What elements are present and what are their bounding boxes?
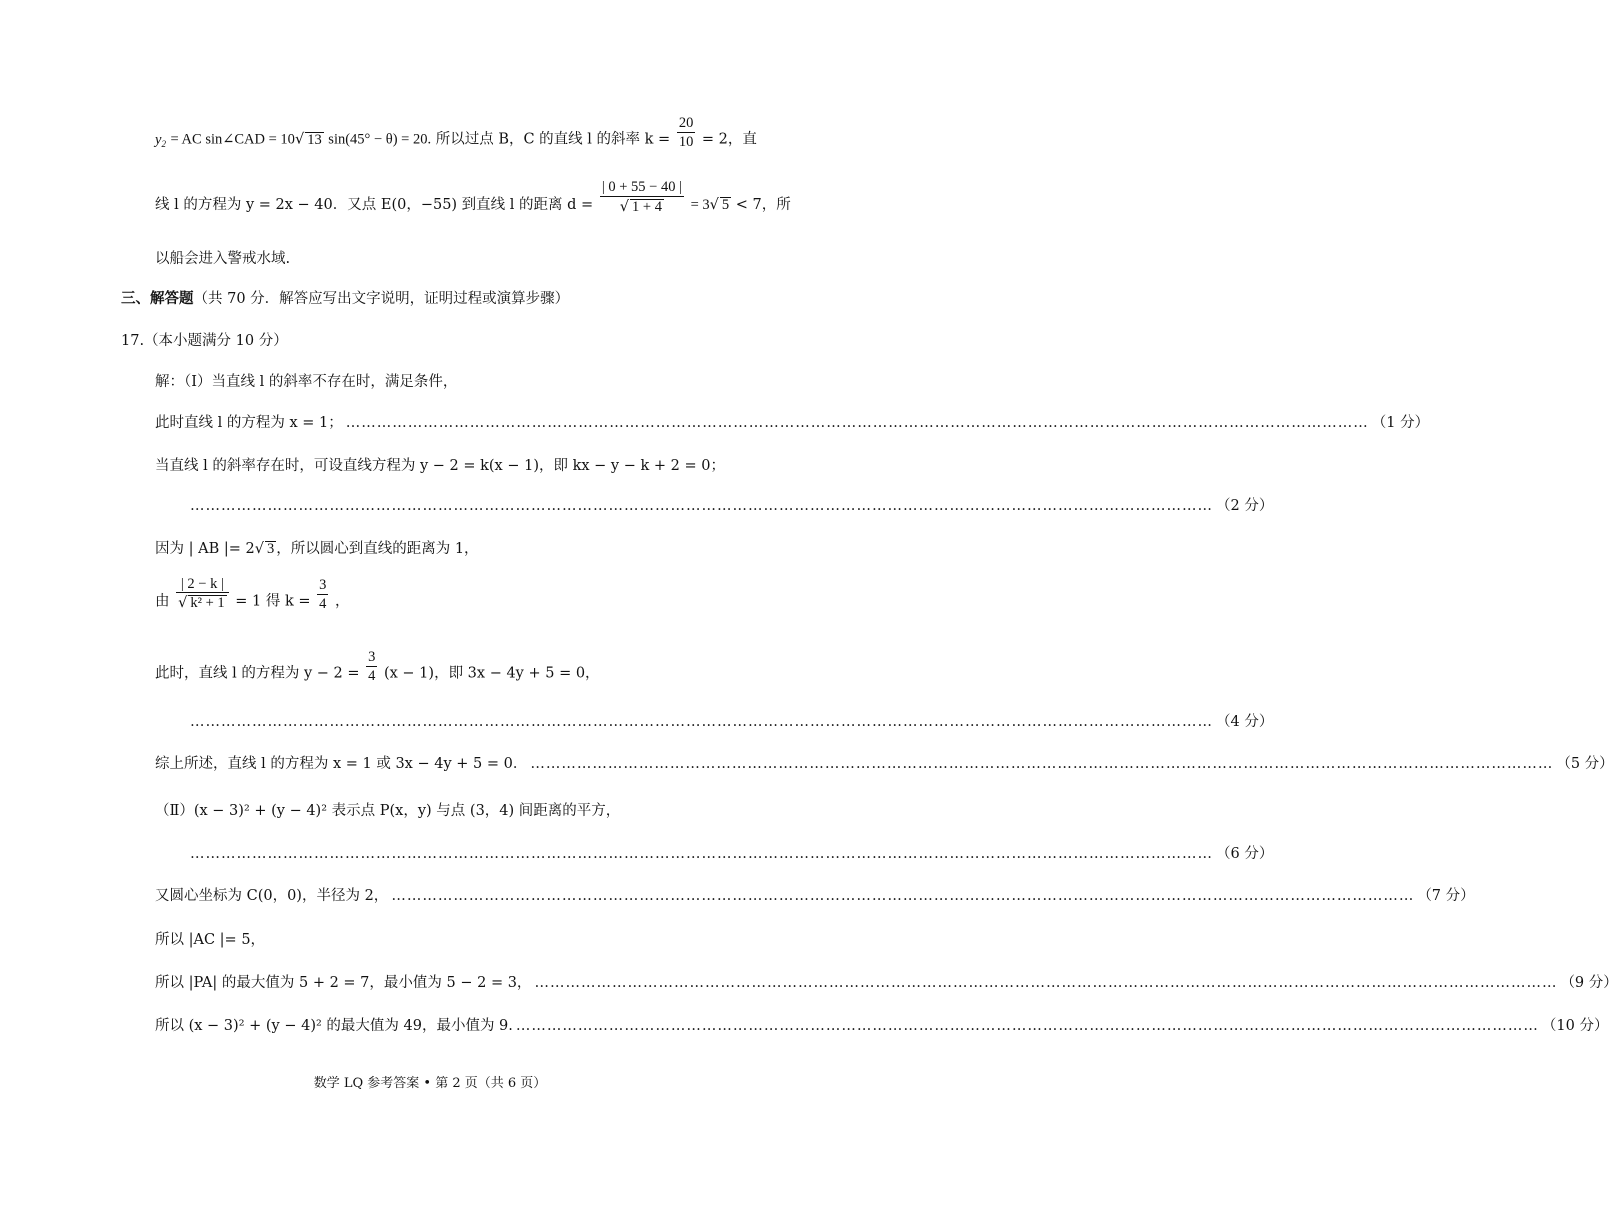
leader-dots: ……………………………………………………………………………………………………………………………………………………………………………… xyxy=(345,415,1369,431)
distance-tail: < 7，所 xyxy=(735,197,791,213)
step-6: 由 $\frac{| 2 - k |}{\text{√ k² + 1}}$ = 1 得 k = $\frac{3}{4}$ ， xyxy=(155,575,350,612)
step-14: 所以 |PA| 的最大值为 5 + 2 = 7，最小值为 5 − 2 = 3， ……………………………………………………………………………………………………………………………………………………………………………… （9 分） xyxy=(155,975,1618,991)
sqrt-3: 3 xyxy=(266,541,275,557)
three-quarters-fraction: $\frac{3}{4}$ xyxy=(368,649,376,684)
slope-tail: = 2，直 xyxy=(701,131,757,148)
solution-line-1: $y_2$ = AC sin∠CAD = 10√ 13 sin(45° − θ) = 20. 所以过点 B，C 的直线 l 的斜率 k = $\frac{20}{10}$ = 2，直 xyxy=(155,115,757,150)
step-15: 所以 (x − 3)² + (y − 4)² 的最大值为 49，最小值为 9. ……………………………………………………………………………………………………………………………………………………………………………… （10 分） xyxy=(155,1018,1609,1034)
leader-dots: ……………………………………………………………………………………………………………………………………………………………………………… xyxy=(530,756,1554,772)
question-17-heading: 17.（本小题满分 10 分） xyxy=(121,333,288,349)
score-2: （2 分） xyxy=(1216,498,1274,514)
step-7: 此时，直线 l 的方程为 y − 2 = $\frac{3}{4}$ (x − 1)，即 3x − 4y + 5 = 0， xyxy=(155,649,600,684)
y2-symbol: $y_2$ xyxy=(155,131,166,149)
score-5: （5 分） xyxy=(1556,756,1614,772)
step-9: 综上所述，直线 l 的方程为 x = 1 或 3x − 4y + 5 = 0． ……………………………………………………………………………………………………………………………………………………………………………… （5 分） xyxy=(155,756,1614,772)
step-11 xyxy=(190,846,1274,862)
expr-ac-sin: = AC sin∠CAD = 10 xyxy=(170,131,295,148)
page-footer: 数学 LQ 参考答案 • 第 2 页（共 6 页） xyxy=(313,1076,547,1091)
section-3-heading: 三、解答题（共 70 分．解答应写出文字说明，证明过程或演算步骤） xyxy=(121,290,570,307)
solution-line-2: 线 l 的方程为 y = 2x − 40．又点 E(0，−55) 到直线 l 的距离 d = $\frac{| 0 + 55 - 40 |}{√ 1 + 4}$ = 3√ 5 < 7，所 xyxy=(155,179,791,215)
step-10: （Ⅱ）(x − 3)² + (y − 4)² 表示点 P(x，y) 与点 (3，4) 间距离的平方， xyxy=(155,803,621,819)
leader-dots: ……………………………………………………………………………………………………………………………………………………………………………… xyxy=(534,975,1558,991)
k-value-fraction: $\frac{3}{4}$ xyxy=(319,577,327,612)
score-4: （4 分） xyxy=(1216,714,1274,730)
slope-text: 所以过点 B，C 的直线 l 的斜率 k = xyxy=(435,131,671,148)
fraction-20-10: $\frac{20}{10}$ xyxy=(678,115,694,150)
step-3: 当直线 l 的斜率存在时，可设直线方程为 y − 2 = k(x − 1)，即 kx − y − k + 2 = 0； xyxy=(155,458,725,474)
step-1: 解：（Ⅰ）当直线 l 的斜率不存在时，满足条件， xyxy=(155,374,458,390)
step-2: 此时直线 l 的方程为 x = 1； ……………………………………………………………………………………………………………………………………………………………………………… （1 分） xyxy=(155,415,1430,431)
leader-dots: ……………………………………………………………………………………………………………………………………………………………………………… xyxy=(190,714,1213,730)
score-10: （10 分） xyxy=(1541,1018,1609,1034)
step-8 xyxy=(190,714,1274,730)
expr-sin45: sin(45° − θ) = 20. xyxy=(328,131,432,148)
score-1: （1 分） xyxy=(1371,415,1430,431)
score-7: （7 分） xyxy=(1417,888,1475,904)
solution-line-3: 以船会进入警戒水域. xyxy=(155,251,291,267)
leader-dots: ……………………………………………………………………………………………………………………………………………………………………………… xyxy=(190,498,1213,514)
step-13: 所以 |AC |= 5， xyxy=(155,932,266,948)
step-12: 又圆心坐标为 C(0，0)，半径为 2， ……………………………………………………………………………………………………………………………………………………………………………… （7 分） xyxy=(155,888,1475,904)
score-6: （6 分） xyxy=(1216,846,1274,862)
step-5: 因为 | AB |= 2√ 3 ，所以圆心到直线的距离为 1， xyxy=(155,541,479,557)
leader-dots: ……………………………………………………………………………………………………………………………………………………………………………… xyxy=(190,846,1213,862)
distance-formula-fraction: $\frac{| 2 - k |}{\text{√ k² + 1}}$ xyxy=(176,577,229,611)
step-4 xyxy=(190,498,1274,514)
distance-fraction: $\frac{| 0 + 55 - 40 |}{√ 1 + 4}$ xyxy=(601,179,682,215)
score-9: （9 分） xyxy=(1560,975,1618,991)
sqrt-13: 13 xyxy=(307,131,322,148)
sqrt-5: 5 xyxy=(721,197,730,213)
line-eq-text: 线 l 的方程为 y = 2x − 40．又点 E(0，−55) 到直线 l 的距离 d = xyxy=(155,197,594,213)
leader-dots: ……………………………………………………………………………………………………………………………………………………………………………… xyxy=(515,1018,1539,1034)
leader-dots: ……………………………………………………………………………………………………………………………………………………………………………… xyxy=(391,888,1415,904)
